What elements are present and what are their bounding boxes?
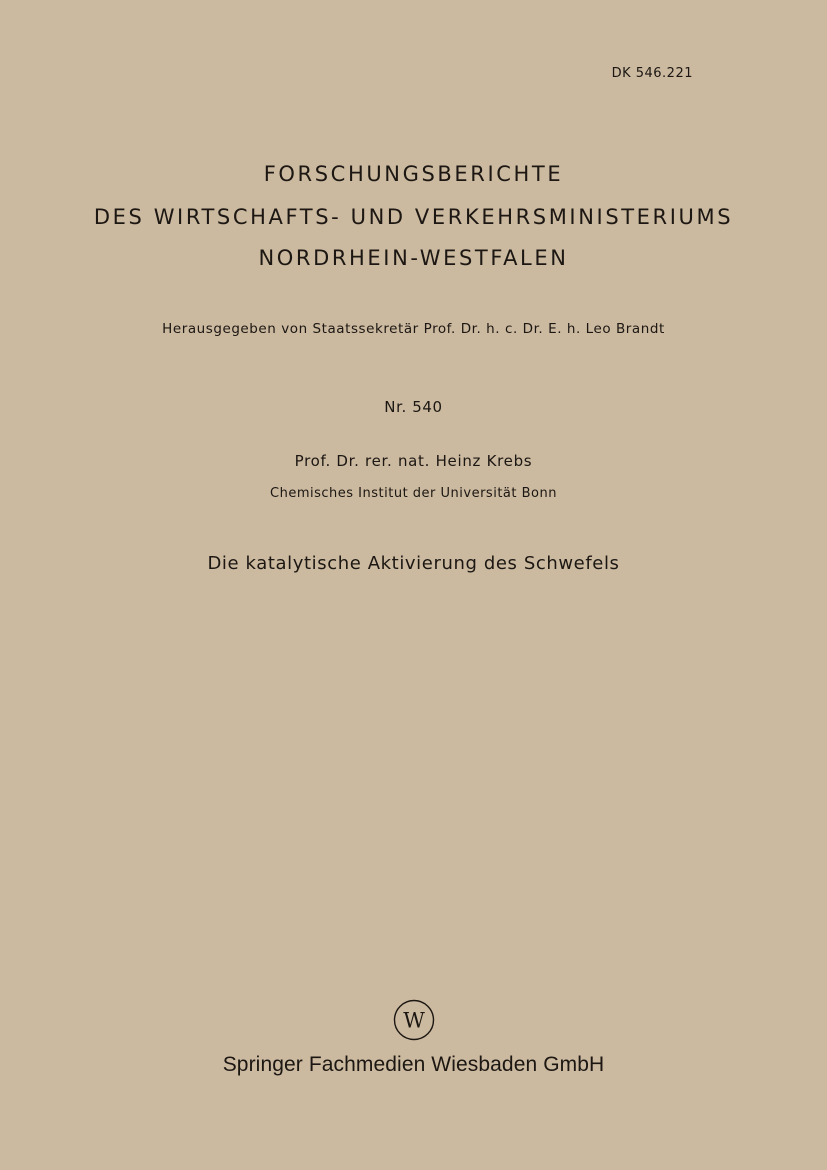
editor-line: Herausgegeben von Staatssekretär Prof. Dr. h. c. Dr. E. h. Leo Brandt xyxy=(162,321,665,337)
book-title: Die katalytische Aktivierung des Schwefels xyxy=(207,553,620,574)
publisher-name: Springer Fachmedien Wiesbaden GmbH xyxy=(222,1053,605,1076)
logo-letter: W xyxy=(403,1008,425,1033)
series-title-line-2: DES WIRTSCHAFTS- UND VERKEHRSMINISTERIUMS xyxy=(93,205,734,229)
author-institute: Chemisches Institut der Universität Bonn xyxy=(270,486,557,501)
classification-number: DK 546.221 xyxy=(611,66,693,81)
publisher-logo-w-icon xyxy=(393,999,435,1041)
series-title-line-3: NORDRHEIN-WESTFALEN xyxy=(258,246,569,270)
author-name: Prof. Dr. rer. nat. Heinz Krebs xyxy=(294,452,533,470)
volume-number: Nr. 540 xyxy=(384,398,443,416)
series-title-line-1: FORSCHUNGSBERICHTE xyxy=(263,162,564,186)
publisher-logo-svg xyxy=(393,999,435,1041)
